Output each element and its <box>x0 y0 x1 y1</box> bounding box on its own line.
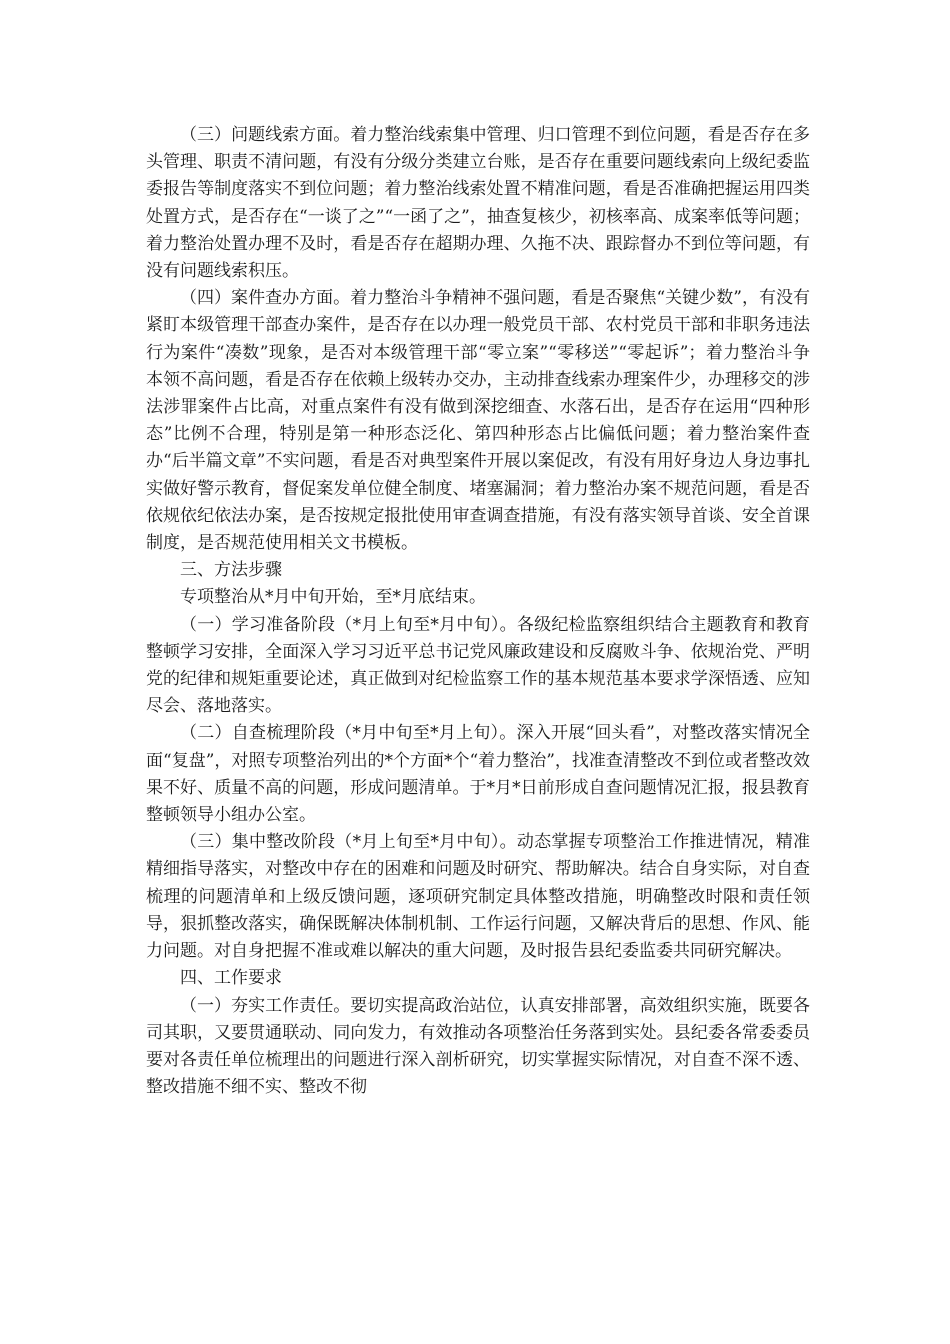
section-heading-requirements: 四、工作要求 <box>180 968 282 989</box>
section-heading-methods: 三、方法步骤 <box>180 560 282 581</box>
paragraph-self-check-phase: （二）自查梳理阶段（*月中旬至*月上旬）。深入开展“回头看”，对整改落实情况全面“复盘”，对照专项整治列出的*个方面*个“着力整治”，找准查清整改不到位或者整改效果不好、质量不高的问题，形成问题清单。于*月*日前形成自查问题情况汇报，报县教育整顿领导小组办公室。 <box>146 723 810 826</box>
document-body <box>146 122 810 1101</box>
paragraph-problem-clues: （三）问题线索方面。着力整治线索集中管理、归口管理不到位问题，看是否存在多头管理、职责不清问题，有没有分级分类建立台账，是否存在重要问题线索向上级纪委监委报告等制度落实不到位问题；着力整治线索处置不精准问题，看是否准确把握运用四类处置方式，是否存在“一谈了之”“一函了之”，抽查复核少，初核率高、成案率低等问题；着力整治处置办理不及时，看是否存在超期办理、久拖不决、跟踪督办不到位等问题，有没有问题线索积压。 <box>146 125 810 282</box>
paragraph-study-phase: （一）学习准备阶段（*月上旬至*月中旬）。各级纪检监察组织结合主题教育和教育整顿学习安排，全面深入学习习近平总书记党风廉政建设和反腐败斗争、依规治党、严明党的纪律和规矩重要论述，真正做到对纪检监察工作的基本规范基本要求学深悟透、应知尽会、落地落实。 <box>146 614 810 717</box>
paragraph-responsibility: （一）夯实工作责任。要切实提高政治站位，认真安排部署，高效组织实施，既要各司其职，又要贯通联动、同向发力，有效推动各项整治任务落到实处。县纪委各常委委员要对各责任单位梳理出的问题进行深入剖析研究，切实掌握实际情况，对自查不深不透、整改措施不细不实、整改不彻 <box>146 995 810 1098</box>
paragraph-timeline: 专项整治从*月中旬开始，至*月底结束。 <box>180 587 486 608</box>
paragraph-case-handling: （四）案件查办方面。着力整治斗争精神不强问题，看是否聚焦“关键少数”，有没有紧盯本级管理干部查办案件，是否存在以办理一般党员干部、农村党员干部和非职务违法行为案件“凑数”现象，是否对本级管理干部“零立案”“零移送”“零起诉”；着力整治斗争本领不高问题，看是否存在依赖上级转办交办，主动排查线索办理案件少，办理移交的涉法涉罪案件占比高，对重点案件有没有做到深挖细查、水落石出，是否存在运用“四种形态”比例不合理，特别是第一种形态泛化、第四种形态占比偏低问题；着力整治案件查办“后半篇文章”不实问题，看是否对典型案件开展以案促改，有没有用好身边人身边事扎实做好警示教育，督促案发单位健全制度、堵塞漏洞；着力整治办案不规范问题，看是否依规依纪依法办案，是否按规定报批使用审查调查措施，有没有落实领导首谈、安全首课制度，是否规范使用相关文书模板。 <box>146 288 810 554</box>
paragraph-rectification-phase: （三）集中整改阶段（*月上旬至*月中旬）。动态掌握专项整治工作推进情况，精准精细指导落实，对整改中存在的困难和问题及时研究、帮助解决。结合自身实际，对自查梳理的问题清单和上级反馈问题，逐项研究制定具体整改措施，明确整改时限和责任领导，狠抓整改落实，确保既解决体制机制、工作运行问题，又解决背后的思想、作风、能力问题。对自身把握不准或难以解决的重大问题，及时报告县纪委监委共同研究解决。 <box>146 832 810 962</box>
